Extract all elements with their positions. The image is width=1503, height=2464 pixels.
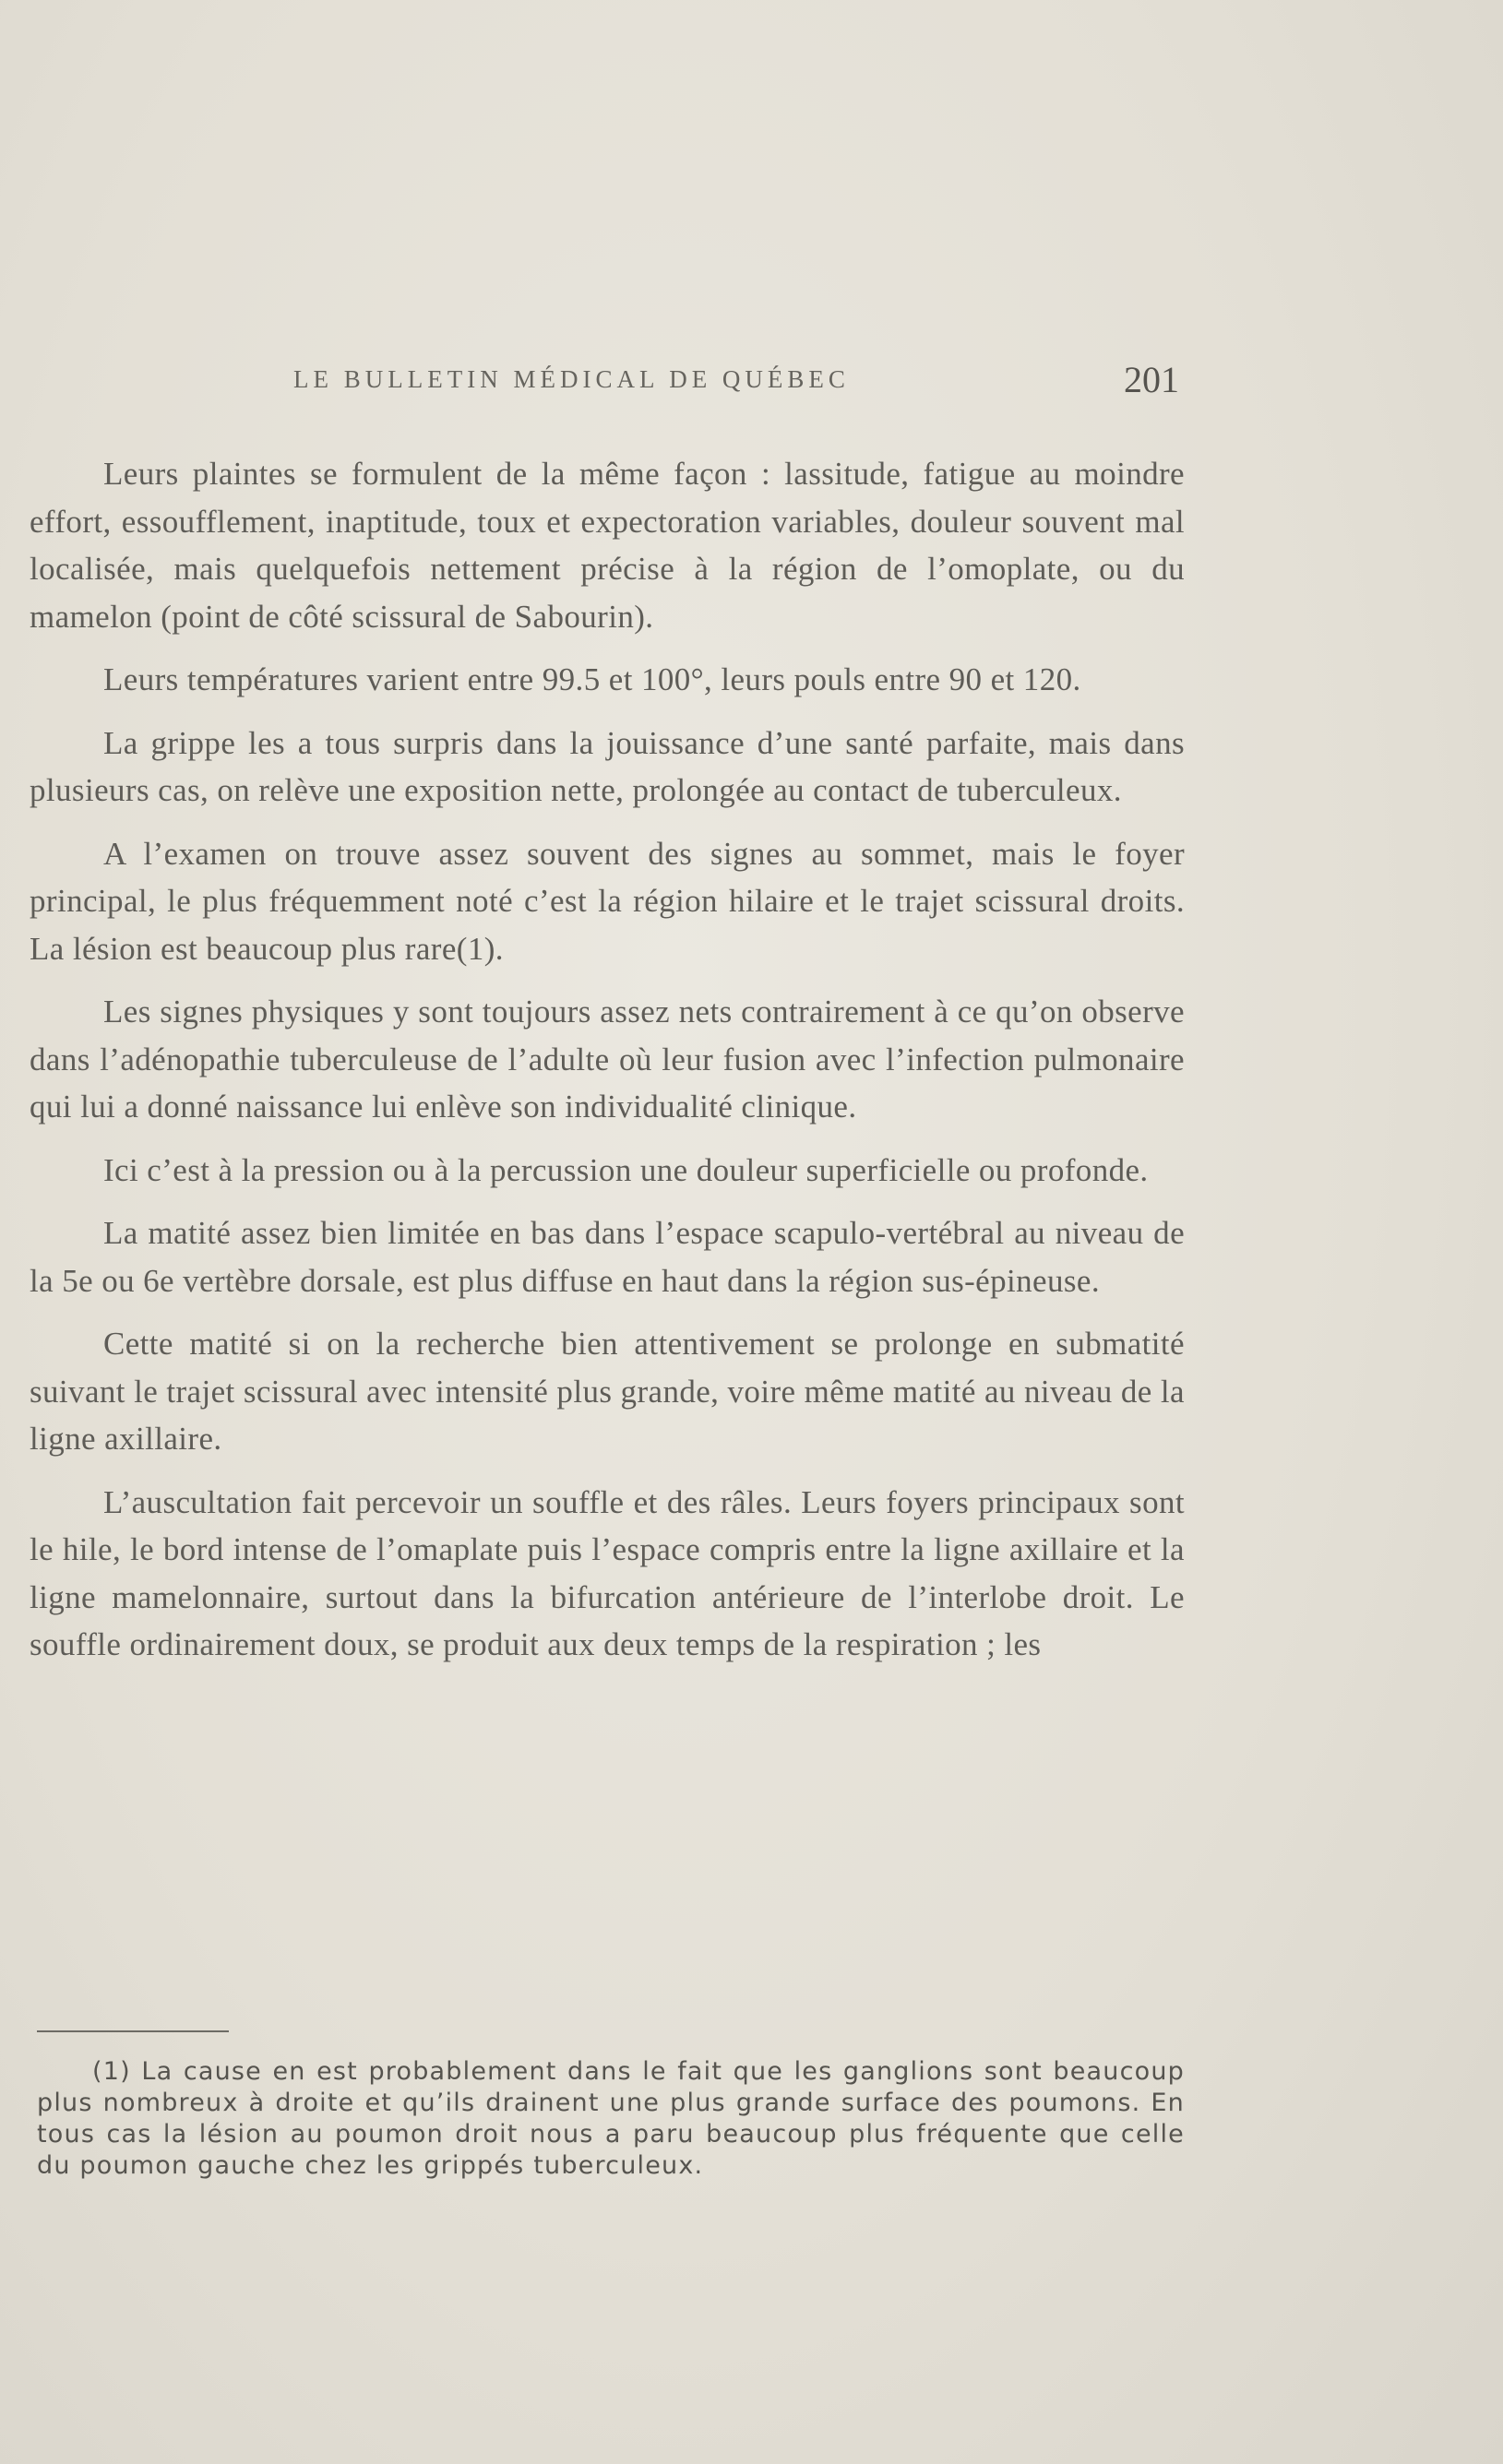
paragraph: Cette matité si on la recherche bien attentivement se prolonge en submatité suivant le trajet scissural avec intensité plus grande, voire même matité au niveau de la ligne axillaire. [30, 1326, 1185, 1457]
page-number: 201 [1124, 359, 1179, 400]
running-head: LE BULLETIN MÉDICAL DE QUÉBEC [293, 365, 850, 393]
paragraph: L’auscultation fait percevoir un souffle et des râles. Leurs foyers principaux sont le hile, le bord intense de l’omaplate puis l’espace compris entre la ligne axillaire et la ligne mamelonnaire, surtout dans la bifurcation antérieure de l’interlobe droit. Le souffle ordinairement doux, se produit aux deux temps de la respiration ; les [30, 1483, 1185, 1662]
paragraph: A l’examen on trouve assez souvent des signes au sommet, mais le foyer principal, le plus fréquemment noté c’est la région hilaire et le trajet scissural droits. La lésion est beaucoup plus rare(1). [30, 835, 1185, 967]
page-header [293, 358, 1179, 404]
footnote-text: (1) La cause en est probablement dans le fait que les ganglions sont beaucoup plus nombreux à droite et qu’ils drainent une plus grande surface des poumons. En tous cas la lésion au poumon droit nous a paru beaucoup plus fréquente que celle du poumon gauche chez les grippés tuberculeux. [37, 2057, 1185, 2180]
paragraph: La grippe les a tous surpris dans la jouissance d’une santé parfaite, mais dans plusieurs cas, on relève une exposition nette, prolongée au contact de tuberculeux. [30, 724, 1185, 808]
paragraph: Leurs plaintes se formulent de la même façon : lassitude, fatigue au moindre effort, essoufflement, inaptitude, toux et expectoration variables, douleur souvent mal localisée, mais quelquefois nettement précise à la région de l’omoplate, ou du mamelon (point de côté scissural de Sabourin). [30, 456, 1185, 635]
footnote [37, 2056, 1185, 2182]
paragraph: Les signes physiques y sont toujours assez nets contrairement à ce qu’on observe dans l’adénopathie tuberculeuse de l’adulte où leur fusion avec l’infection pulmonaire qui lui a donné naissance lui enlève son individualité clinique. [30, 994, 1185, 1125]
paragraph: Leurs températures varient entre 99.5 et 100°, leurs pouls entre 90 et 120. [103, 661, 1081, 697]
paragraph: Ici c’est à la pression ou à la percussion une douleur superficielle ou profonde. [103, 1151, 1149, 1188]
footnote-rule [37, 2030, 229, 2032]
paragraph: La matité assez bien limitée en bas dans l’espace scapulo-vertébral au niveau de la 5e ou 6e vertèbre dorsale, est plus diffuse en haut dans la région sus-épineuse. [30, 1215, 1185, 1299]
body-text [30, 450, 1185, 1684]
